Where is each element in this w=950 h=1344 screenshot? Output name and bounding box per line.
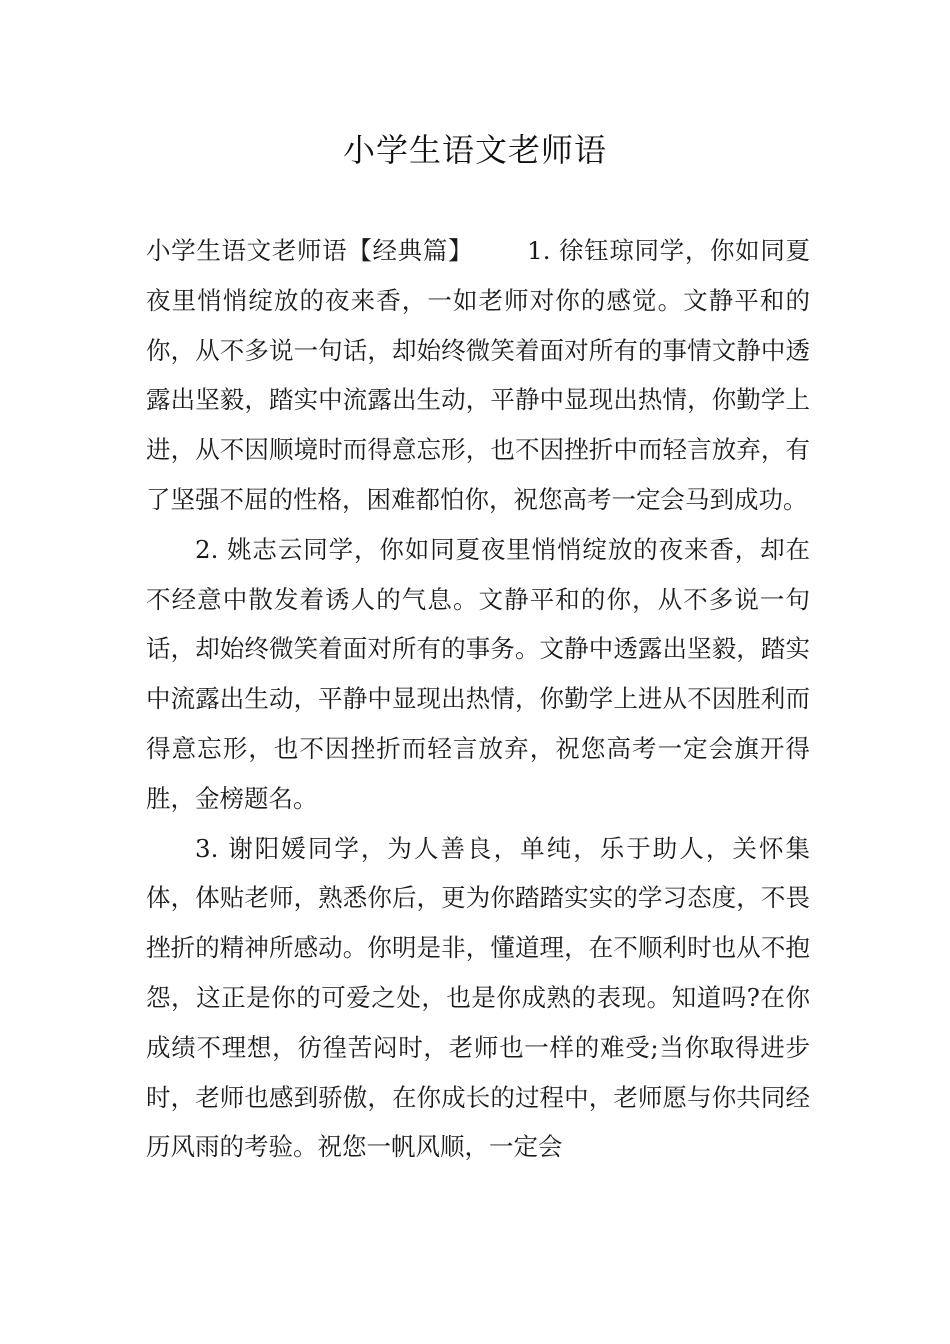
paragraph-1: [146, 226, 810, 525]
document-body: [146, 226, 810, 1172]
paragraph-3: 3. 谢阳媛同学，为人善良，单纯，乐于助人，关怀集体，体贴老师，熟悉你后，更为你踏踏实实的学习态度，不畏挫折的精神所感动。你明是非，懂道理，在不顺利时也从不抱怨，这正是你的可爱之处，也是你成熟的表现。知道吗?在你成绩不理想，彷徨苦闷时，老师也一样的难受;当你取得进步时，老师也感到骄傲，在你成长的过程中，老师愿与你共同经历风雨的考验。祝您一帆风顺，一定会: [146, 833, 810, 1162]
document-title: 小学生语文老师语: [342, 131, 607, 169]
intro-heading: 小学生语文老师语【经典篇】: [146, 236, 474, 265]
paragraph-1-text: 1. 徐钰琼同学，你如同夏夜里悄悄绽放的夜来香，一如老师对你的感觉。文静平和的你，从不多说一句话，却始终微笑着面对所有的事情文静中透露出坚毅，踏实中流露出生动，平静中显现出热情，你勤学上进，从不因顺境时而得意忘形，也不因挫折中而轻言放弃，有了坚强不屈的性格，困难都怕你，祝您高考一定会马到成功。: [146, 236, 810, 514]
paragraph-2: 2. 姚志云同学，你如同夏夜里悄悄绽放的夜来香，却在不经意中散发着诱人的气息。文静平和的你，从不多说一句话，却始终微笑着面对所有的事务。文静中透露出坚毅，踏实中流露出生动，平静中显现出热情，你勤学上进从不因胜利而得意忘形，也不因挫折而轻言放弃，祝您高考一定会旗开得胜，金榜题名。: [146, 534, 810, 813]
